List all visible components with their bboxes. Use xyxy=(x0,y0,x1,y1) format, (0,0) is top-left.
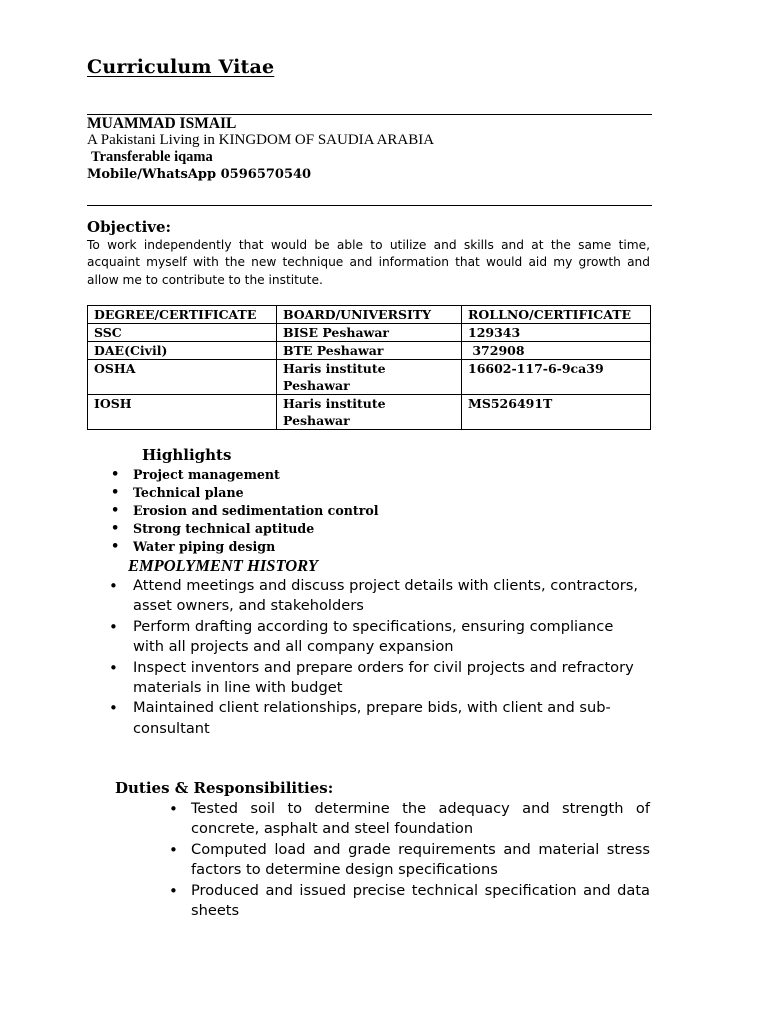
list-item: • Maintained client relationships, prepare bids, with client and sub-consultant xyxy=(87,698,647,739)
table-header-cell: ROLLNO/CERTIFICATE xyxy=(462,306,651,324)
table-row xyxy=(88,342,651,360)
list-item: • Technical plane xyxy=(87,484,379,502)
table-cell: SSC xyxy=(88,324,277,342)
education-table xyxy=(87,305,651,430)
table-cell: 372908 xyxy=(462,342,651,360)
highlights-list xyxy=(87,466,379,556)
list-item: • Computed load and grade requirements and material stress factors to determine design specifications xyxy=(87,840,650,881)
applicant-name: MUAMMAD ISMAIL xyxy=(87,115,237,132)
list-item: • Perform drafting according to specifications, ensuring compliance with all projects and all company expansion xyxy=(87,617,647,658)
table-cell: BISE Peshawar xyxy=(277,324,462,342)
list-item: • Tested soil to determine the adequacy and strength of concrete, asphalt and steel foundation xyxy=(87,799,650,840)
list-item: • Produced and issued precise technical specification and data sheets xyxy=(87,881,650,922)
list-item: • Water piping design xyxy=(87,538,379,556)
table-header-cell: BOARD/UNIVERSITY xyxy=(277,306,462,324)
contact-block xyxy=(87,115,434,183)
mobile-line: Mobile/WhatsApp 0596570540 xyxy=(87,167,312,182)
location-line: A Pakistani Living in KINGDOM OF SAUDIA ARABIA xyxy=(87,132,435,148)
table-header-row xyxy=(88,306,651,324)
table-cell: IOSH xyxy=(88,395,277,430)
table-cell: Haris institute Peshawar xyxy=(277,395,462,430)
objective-heading: Objective: xyxy=(87,218,172,236)
document-title: Curriculum Vitae xyxy=(87,56,275,78)
employment-heading: EMPOLYMENT HISTORY xyxy=(128,556,318,575)
highlights-heading: Highlights xyxy=(142,446,232,464)
table-row xyxy=(88,360,651,395)
bottom-divider xyxy=(87,205,652,206)
list-item: • Inspect inventors and prepare orders for civil projects and refractory materials in line with budget xyxy=(87,658,647,699)
iqama-line: Transferable iqama xyxy=(91,149,213,165)
list-item: • Erosion and sedimentation control xyxy=(87,502,379,520)
table-header-cell: DEGREE/CERTIFICATE xyxy=(88,306,277,324)
duties-list xyxy=(87,799,650,921)
objective-text: To work independently that would be able to utilize and skills and at the same time, acquaint myself with the new technique and information that would aid my growth and allow me to contribute to the institute. xyxy=(87,238,650,287)
duties-heading: Duties & Responsibilities: xyxy=(115,779,334,797)
table-cell: OSHA xyxy=(88,360,277,395)
table-row xyxy=(88,395,651,430)
table-cell: DAE(Civil) xyxy=(88,342,277,360)
list-item: • Strong technical aptitude xyxy=(87,520,379,538)
list-item: • Attend meetings and discuss project details with clients, contractors, asset owners, and stakeholders xyxy=(87,576,647,617)
employment-list xyxy=(87,576,647,739)
table-cell: Haris institute Peshawar xyxy=(277,360,462,395)
table-cell: BTE Peshawar xyxy=(277,342,462,360)
table-cell: 16602-117-6-9ca39 xyxy=(462,360,651,395)
table-cell: MS526491T xyxy=(462,395,651,430)
table-row xyxy=(88,324,651,342)
list-item: • Project management xyxy=(87,466,379,484)
table-cell: 129343 xyxy=(462,324,651,342)
